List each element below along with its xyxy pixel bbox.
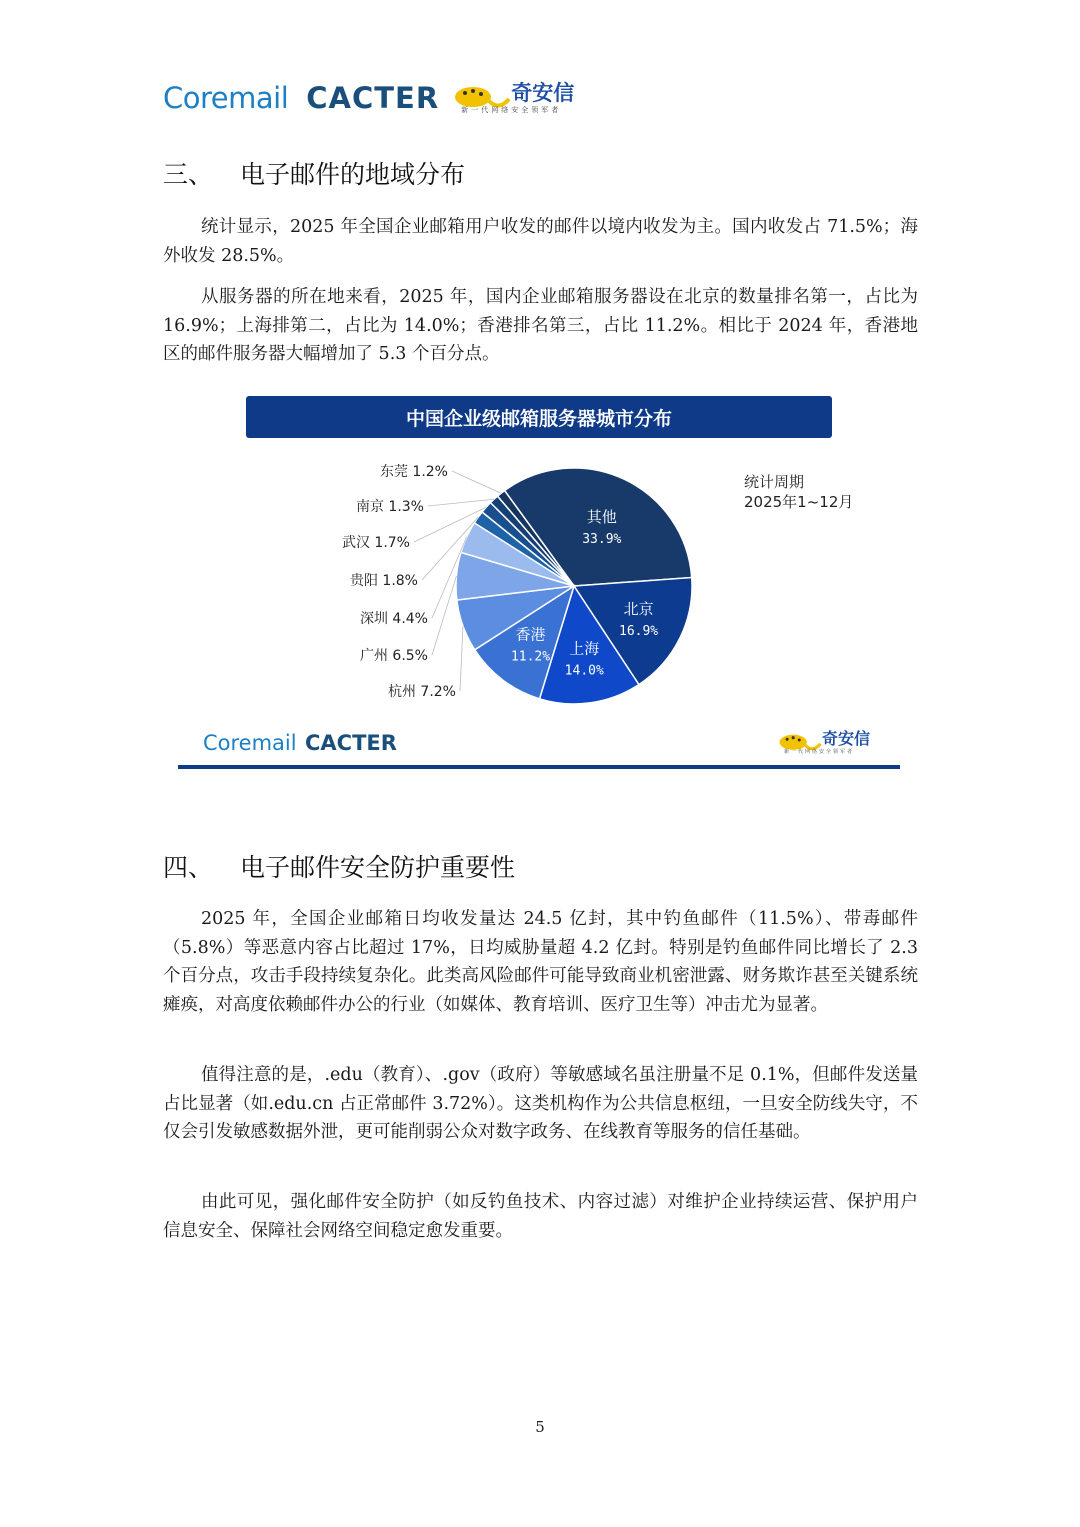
slice-label-深圳: 深圳 4.4% [359, 611, 428, 627]
section-4-paragraph: 值得注意的是，.edu（教育）、.gov（政府）等敏感域名虽注册量不足 0.1%，但邮件发送量占比显著（如.edu.cn 占正常邮件 3.72%）。这类机构作为公共信息枢纽，一旦安全防线失守，不仅会引发敏感数据外泄，更可能削弱公众对数字政务、在线教育等服务的信任基础。 [163, 1065, 918, 1142]
slice-value-北京: 16.9% [619, 623, 659, 639]
qax-logo [453, 81, 574, 115]
section-4-heading [163, 848, 515, 884]
leader-line-杭州 [460, 626, 463, 691]
section-3-title: 电子邮件的地域分布 [240, 160, 466, 189]
slice-label-上海: 上海 [569, 639, 600, 658]
chart-footer-qax-slogan: 新一代网络安全领军者 [784, 749, 855, 755]
slice-label-香港: 香港 [515, 625, 546, 644]
city-distribution-chart [178, 394, 900, 774]
slice-value-香港: 11.2% [510, 649, 551, 665]
section-3-paragraph: 统计显示，2025 年全国企业邮箱用户收发的邮件以境内收发为主。国内收发占 71.5%；海外收发 28.5%。 [163, 217, 918, 266]
leader-line-南京 [428, 499, 494, 506]
slice-label-东莞: 东莞 1.2% [379, 464, 448, 480]
section-4-number: 四、 [163, 853, 214, 882]
slice-value-上海: 14.0% [564, 663, 604, 679]
page-number: 5 [535, 1418, 545, 1436]
section-3-number: 三、 [163, 160, 214, 189]
qax-name: 奇安信 [511, 81, 575, 105]
chart-footer-coremail-logo: Coremail [203, 731, 297, 755]
chart-footer-qax-logo [778, 730, 870, 756]
stat-period-value: 2025年1~12月 [744, 493, 854, 511]
section-3-heading [163, 155, 465, 191]
chart-footer-cacter-logo: CACTER [305, 731, 397, 755]
slice-label-北京: 北京 [623, 599, 654, 618]
cacter-logo: CACTER [306, 81, 440, 115]
stat-period [744, 472, 853, 512]
slice-label-其他: 其他 [586, 508, 617, 527]
slice-label-南京: 南京 1.3% [355, 499, 424, 515]
slice-label-武汉: 武汉 1.7% [341, 535, 410, 551]
header-logos [163, 78, 574, 118]
chart-bottom-rule [178, 765, 900, 769]
slice-value-其他: 33.9% [582, 532, 622, 548]
section-4-paragraph: 2025 年，全国企业邮箱日均收发量达 24.5 亿封，其中钓鱼邮件（11.5%）、带毒邮件（5.8%）等恶意内容占比超过 17%，日均威胁量超 4.2 亿封。特别是钓鱼邮件同比增长了 2.3 个百分点，攻击手段持续复杂化。此类高风险邮件可能导致商业机密泄露、财务欺诈甚至关键系统瘫痪，对高度依赖邮件办公的行业（如媒体、教育培训、医疗卫生等）冲击尤为显著。 [163, 909, 918, 1015]
leader-line-东莞 [452, 471, 501, 493]
pie-chart [178, 394, 900, 774]
coremail-logo: Coremail [163, 81, 289, 115]
slice-label-广州: 广州 6.5% [359, 648, 428, 664]
slice-label-贵阳: 贵阳 1.8% [349, 573, 418, 589]
qax-slogan: 新一代网络安全领军者 [461, 106, 562, 114]
leader-line-广州 [432, 576, 456, 655]
section-4-paragraph: 由此可见，强化邮件安全防护（如反钓鱼技术、内容过滤）对维护企业持续运营、保护用户信息安全、保障社会网络空间稳定愈发重要。 [163, 1192, 918, 1241]
stat-period-label: 统计周期 [744, 473, 805, 491]
slice-label-杭州: 杭州 7.2% [387, 684, 456, 700]
chart-footer-qax-name: 奇安信 [822, 729, 871, 748]
section-4-title: 电子邮件安全防护重要性 [240, 853, 516, 882]
chart-banner-title: 中国企业级邮箱服务器城市分布 [246, 396, 832, 438]
section-3-paragraph: 从服务器的所在地来看，2025 年，国内企业邮箱服务器设在北京的数量排名第一，占比为 16.9%；上海排第二，占比为 14.0%；香港排名第三，占比 11.2%。相比于 2024 年，香港地区的邮件服务器大幅增加了 5.3 个百分点。 [163, 287, 918, 364]
